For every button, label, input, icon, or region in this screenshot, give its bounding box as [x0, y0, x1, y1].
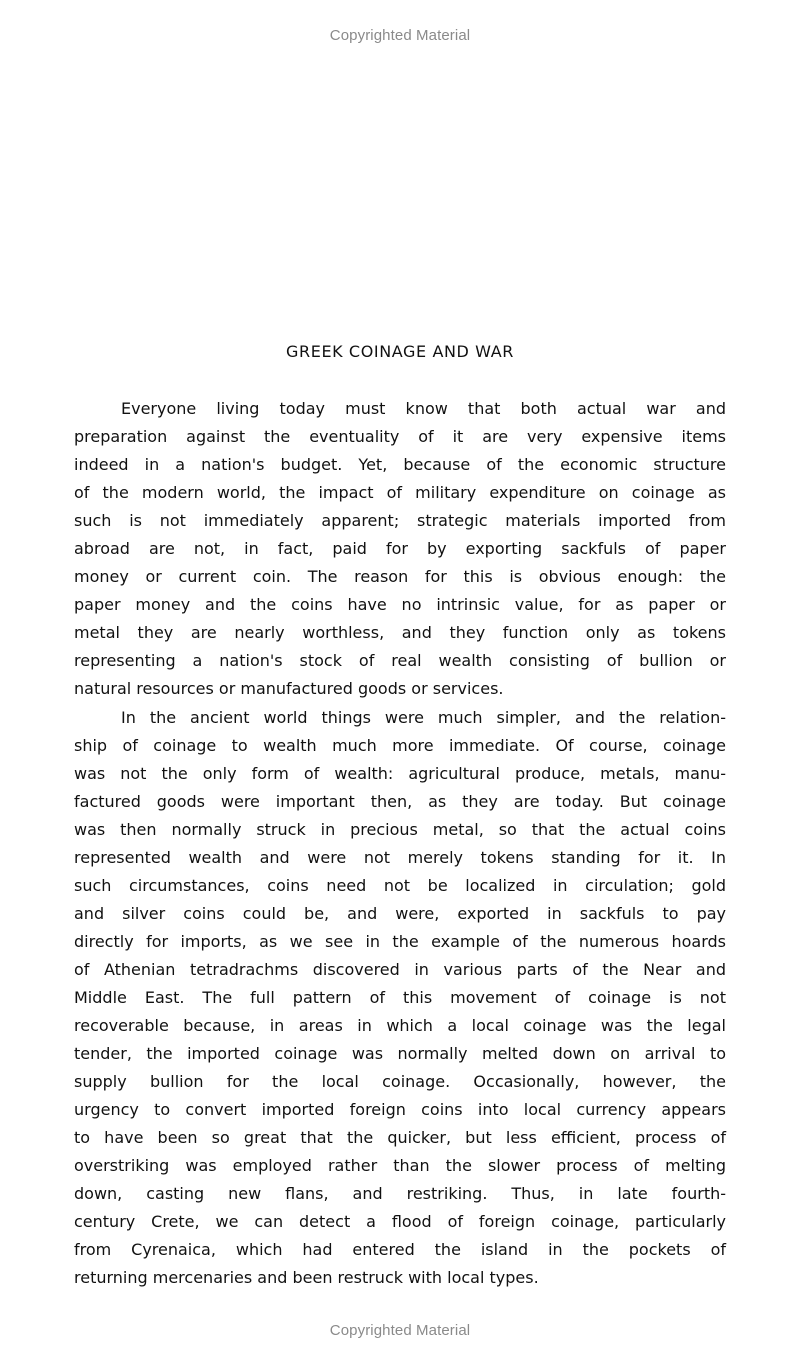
text-line: ship of coinage to wealth much more immediate. Of course, coinage	[74, 735, 726, 755]
text-line: century Crete, we can detect a flood of foreign coinage, particularly	[74, 1212, 726, 1232]
text-line: such circumstances, coins need not be localized in circulation; gold	[74, 875, 726, 895]
text-line: directly for imports, as we see in the example of the numerous hoards	[74, 931, 726, 951]
text-line: factured goods were important then, as they are today. But coinage	[74, 791, 726, 811]
paragraph-2	[74, 704, 726, 1293]
text-line: from Cyrenaica, which had entered the island in the pockets of	[74, 1240, 726, 1260]
body-text	[74, 395, 726, 1293]
text-line: represented wealth and were not merely tokens standing for it. In	[74, 847, 726, 867]
copyright-watermark-bottom: Copyrighted Material	[329, 1322, 471, 1339]
text-line: preparation against the eventuality of it are very expensive items	[74, 427, 726, 447]
text-line: In the ancient world things were much simpler, and the relation-	[121, 707, 726, 727]
text-line: Middle East. The full pattern of this movement of coinage is not	[74, 987, 726, 1007]
text-line: paper money and the coins have no intrinsic value, for as paper or	[74, 595, 726, 615]
text-line: urgency to convert imported foreign coins into local currency appears	[74, 1100, 726, 1120]
copyright-watermark-top: Copyrighted Material	[329, 27, 471, 44]
text-line: supply bullion for the local coinage. Occasionally, however, the	[74, 1072, 726, 1092]
text-line: representing a nation's stock of real wealth consisting of bullion or	[74, 651, 726, 671]
chapter-title: GREEK COINAGE AND WAR	[286, 342, 514, 361]
text-line: was then normally struck in precious metal, so that the actual coins	[74, 819, 726, 839]
text-line: of the modern world, the impact of military expenditure on coinage as	[74, 483, 726, 503]
text-line: abroad are not, in fact, paid for by exporting sackfuls of paper	[74, 539, 726, 559]
text-line: overstriking was employed rather than the slower process of melting	[74, 1156, 726, 1176]
text-line: returning mercenaries and been restruck with local types.	[74, 1268, 539, 1288]
text-line: indeed in a nation's budget. Yet, because of the economic structure	[74, 455, 726, 475]
text-line: to have been so great that the quicker, but less efficient, process of	[74, 1128, 726, 1148]
text-line: metal they are nearly worthless, and they function only as tokens	[74, 623, 726, 643]
paragraph-1	[74, 395, 726, 704]
text-line: tender, the imported coinage was normally melted down on arrival to	[74, 1044, 726, 1064]
text-line: Everyone living today must know that both actual war and	[121, 399, 726, 418]
text-line: such is not immediately apparent; strategic materials imported from	[74, 511, 726, 531]
text-line: was not the only form of wealth: agricultural produce, metals, manu-	[74, 763, 726, 783]
text-line: money or current coin. The reason for this is obvious enough: the	[74, 567, 726, 587]
text-line: of Athenian tetradrachms discovered in various parts of the Near and	[74, 959, 726, 979]
text-line: recoverable because, in areas in which a local coinage was the legal	[74, 1016, 726, 1036]
text-line: and silver coins could be, and were, exported in sackfuls to pay	[74, 903, 726, 923]
text-line: down, casting new flans, and restriking. Thus, in late fourth-	[74, 1184, 726, 1204]
text-line: natural resources or manufactured goods or services.	[74, 679, 504, 699]
